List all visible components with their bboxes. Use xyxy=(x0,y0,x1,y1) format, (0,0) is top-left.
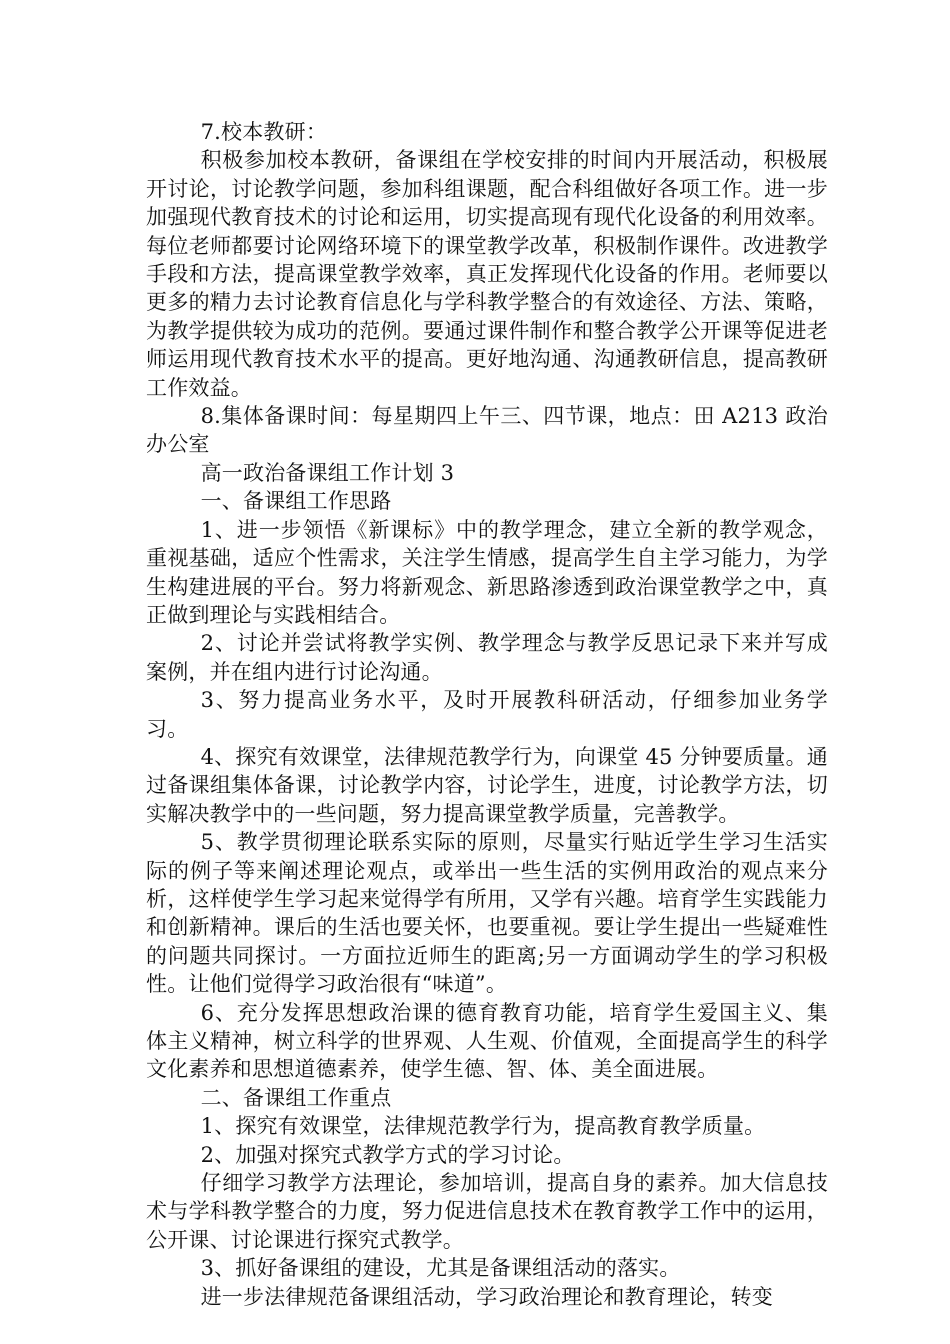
paragraph-lesson-prep-time: 8.集体备课时间：每星期四上午三、四节课，地点：田 A213 政治办公室 xyxy=(146,404,828,457)
section-heading-work-ideas: 一、备课组工作思路 xyxy=(200,489,392,514)
paragraph-item-4: 4、探究有效课堂，法律规范教学行为，向课堂 45 分钟要质量。通过备课组集体备课，讨论教学内容，讨论学生，进度，讨论教学方法，切实解决教学中的一些问题，努力提高课堂教学质量，完善教学。 xyxy=(146,744,828,826)
paragraph-item-3: 3、努力提高业务水平，及时开展教科研活动，仔细参加业务学习。 xyxy=(146,688,828,741)
document-body xyxy=(146,118,828,1311)
paragraph-item-5: 5、教学贯彻理论联系实际的原则，尽量实行贴近学生学习生活实际的例子等来阐述理论观点，或举出一些生活的实例用政治的观点来分析，这样使学生学习起来觉得学有所用，又学有兴趣。培育学生实践能力和创新精神。课后的生活也要关怀，也要重视。要让学生提出一些疑难性的问题共同探讨。一方面拉近师生的距离;另一方面调动学生的学习积极性。让他们觉得学习政治很有“味道”。 xyxy=(146,830,828,997)
paragraph-item-2: 2、讨论并尝试将教学实例、教学理念与教学反思记录下来并写成案例，并在组内进行讨论沟通。 xyxy=(146,631,828,684)
section-heading-work-focus: 二、备课组工作重点 xyxy=(200,1085,392,1110)
paragraph-focus-2-detail: 仔细学习教学方法理论，参加培训，提高自身的素养。加大信息技术与学科教学整合的力度，努力促进信息技术在教育教学工作中的运用，公开课、讨论课进行探究式教学。 xyxy=(146,1171,828,1252)
paragraph-focus-2: 2、加强对探究式教学方式的学习讨论。 xyxy=(200,1142,575,1167)
paragraph-item-1: 1、进一步领悟《新课标》中的教学理念，建立全新的教学观念，重视基础，适应个性需求，关注学生情感，提高学生自主学习能力，为学生构建进展的平台。努力将新观念、新思路渗透到政治课堂教学之中，真正做到理论与实践相结合。 xyxy=(146,517,828,627)
paragraph-focus-3: 3、抓好备课组的建设，尤其是备课组活动的落实。 xyxy=(200,1256,681,1281)
section-heading-school-research: 7.校本教研： xyxy=(200,120,328,144)
paragraph-school-research: 积极参加校本教研，备课组在学校安排的时间内开展活动，积极展开讨论，讨论教学问题，参加科组课题，配合科组做好各项工作。进一步加强现代教育技术的讨论和运用，切实提高现有现代化设备的利用效率。每位老师都要讨论网络环境下的课堂教学改革，积极制作课件。改进教学手段和方法，提高课堂教学效率，真正发挥现代化设备的作用。老师要以更多的精力去讨论教育信息化与学科教学整合的有效途径、方法、策略，为教学提供较为成功的范例。要通过课件制作和整合教学公开课等促进老师运用现代教育技术水平的提高。更好地沟通、沟通教研信息，提高教研工作效益。 xyxy=(146,148,828,400)
paragraph-item-6: 6、充分发挥思想政治课的德育教育功能，培育学生爱国主义、集体主义精神，树立科学的世界观、人生观、价值观，全面提高学生的科学文化素养和思想道德素养，使学生德、智、体、美全面进展。 xyxy=(146,1000,828,1082)
paragraph-focus-1: 1、探究有效课堂，法律规范教学行为，提高教育教学质量。 xyxy=(200,1114,766,1139)
paragraph-focus-3-detail: 进一步法律规范备课组活动，学习政治理论和教育理论，转变 xyxy=(200,1284,773,1309)
document-title: 高一政治备课组工作计划 3 xyxy=(200,460,455,485)
